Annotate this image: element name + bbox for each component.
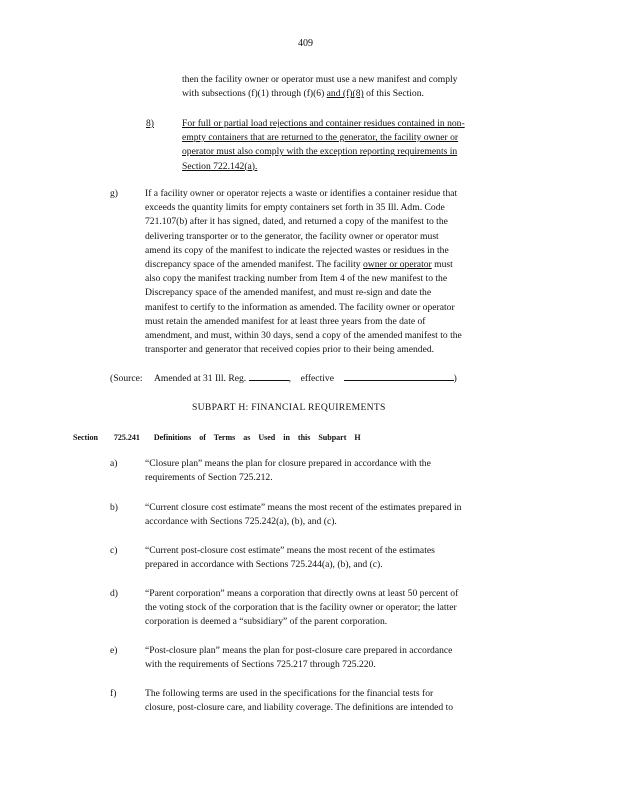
def-d-text bbox=[145, 587, 537, 630]
source-close: ) bbox=[453, 373, 457, 384]
section-label: Section bbox=[73, 433, 98, 442]
def-d-line-3: corporation is deemed a “subsidiary” of the parent corporation. bbox=[145, 616, 388, 628]
item-8-text bbox=[182, 117, 538, 174]
def-e-line-2: with the requirements of Sections 725.217 through 725.220. bbox=[145, 659, 376, 671]
def-d-line-1: “Parent corporation” means a corporation that directly owns at least 50 percent of bbox=[145, 588, 459, 599]
item-g-line-2: exceeds the quantity limits for empty containers set forth in 35 Ill. Adm. Code bbox=[145, 202, 445, 214]
item-8-line-3: operator must also comply with the exception reporting requirements in bbox=[182, 146, 458, 158]
def-d-line-2: the voting stock of the corporation that is the facility owner or operator; the latter bbox=[145, 602, 457, 614]
section-heading bbox=[73, 431, 361, 445]
section-number: 725.241 bbox=[113, 433, 140, 442]
def-e-text bbox=[145, 644, 537, 672]
item-g-line-7: also copy the manifest tracking number from Item 4 of the new manifest to the bbox=[145, 273, 448, 285]
def-c-text bbox=[145, 544, 537, 572]
def-d-label: d) bbox=[110, 588, 118, 599]
source-text: Amended at 31 Ill. Reg. bbox=[153, 373, 247, 384]
def-c-line-1: “Current post-closure cost estimate” means the most recent of the estimates bbox=[145, 545, 435, 556]
register-blank bbox=[249, 380, 289, 381]
item-g-line-9: manifest to certify to the information as amended. The facility owner or operator bbox=[145, 301, 455, 313]
def-a-line-1: “Closure plan” means the plan for closure prepared in accordance with the bbox=[145, 458, 431, 469]
def-c-line-2: prepared in accordance with Sections 725.244(a), (b), and (c). bbox=[145, 559, 383, 571]
def-c-label: c) bbox=[110, 545, 118, 556]
item-g-line-11: amendment, and must, within 30 days, send a copy of the amended manifest to the bbox=[145, 330, 462, 342]
def-a-label: a) bbox=[110, 458, 118, 469]
item-g-line-8: Discrepancy space of the amended manifest, and must re-sign and date the bbox=[145, 287, 432, 299]
source-prefix: (Source: bbox=[110, 373, 143, 384]
def-a-line-2: requirements of Section 725.212. bbox=[145, 472, 273, 484]
item-g-label: g) bbox=[110, 188, 118, 199]
def-b-label: b) bbox=[110, 502, 118, 513]
def-b-line-1: “Current closure cost estimate” means the most recent of the estimates prepared in bbox=[145, 502, 462, 513]
inserted-text: and (f)(8) bbox=[326, 88, 364, 100]
item-8-label: 8) bbox=[146, 118, 154, 129]
def-e-line-1: “Post-closure plan” means the plan for post-closure care prepared in accordance bbox=[145, 645, 453, 656]
def-e-label: e) bbox=[110, 645, 118, 656]
item-f7-line-1: then the facility owner or operator must use a new manifest and comply bbox=[182, 74, 458, 85]
item-f7-line-2: with subsections (f)(1) through (f)(6) and (f)(8) of this Section. bbox=[182, 88, 424, 100]
effective-blank bbox=[344, 380, 454, 381]
item-g-line-12: transporter and generator that received copies prior to their being amended. bbox=[145, 344, 435, 356]
source-comma: , bbox=[288, 373, 291, 384]
section-title: Definitions of Terms as Used in this Subpart H bbox=[153, 433, 361, 442]
def-b-line-2: accordance with Sections 725.242(a), (b), and (c). bbox=[145, 516, 337, 528]
page-number: 409 bbox=[298, 38, 313, 49]
def-f-label: f) bbox=[110, 688, 117, 699]
def-a-text bbox=[145, 457, 537, 485]
item-g-line-5: amend its copy of the manifest to indicate the rejected wastes or residues in the bbox=[145, 244, 449, 256]
subpart-heading: SUBPART H: FINANCIAL REQUIREMENTS bbox=[192, 402, 386, 413]
def-f-line-1: The following terms are used in the specifications for the financial tests for bbox=[145, 688, 434, 699]
item-8-line-2: empty containers that are returned to the generator, the facility owner or bbox=[182, 132, 459, 144]
source-effective: effective bbox=[300, 373, 334, 384]
def-f-line-2: closure, post-closure care, and liability coverage. The definitions are intended to bbox=[145, 702, 454, 714]
item-g-line-1: If a facility owner or operator rejects a waste or identifies a container residue that bbox=[145, 188, 458, 199]
item-8-line-4: Section 722.142(a). bbox=[182, 160, 258, 172]
inserted-text: owner or operator bbox=[363, 259, 432, 271]
source-note bbox=[110, 372, 457, 386]
item-g-line-6: discrepancy space of the amended manifest. The facility owner or operator must bbox=[145, 259, 453, 271]
def-b-text bbox=[145, 501, 537, 529]
item-g-line-3: 721.107(b) after it has signed, dated, and returned a copy of the manifest to the bbox=[145, 216, 448, 228]
def-f-text bbox=[145, 687, 537, 715]
item-8-line-1: For full or partial load rejections and container residues contained in non- bbox=[182, 118, 465, 129]
item-g-text bbox=[145, 187, 537, 357]
item-g-line-10: must retain the amended manifest for at least three years from the date of bbox=[145, 315, 426, 327]
item-f7-continuation bbox=[182, 73, 527, 101]
item-g-line-4: delivering transporter or to the generator, the facility owner or operator must bbox=[145, 230, 439, 242]
